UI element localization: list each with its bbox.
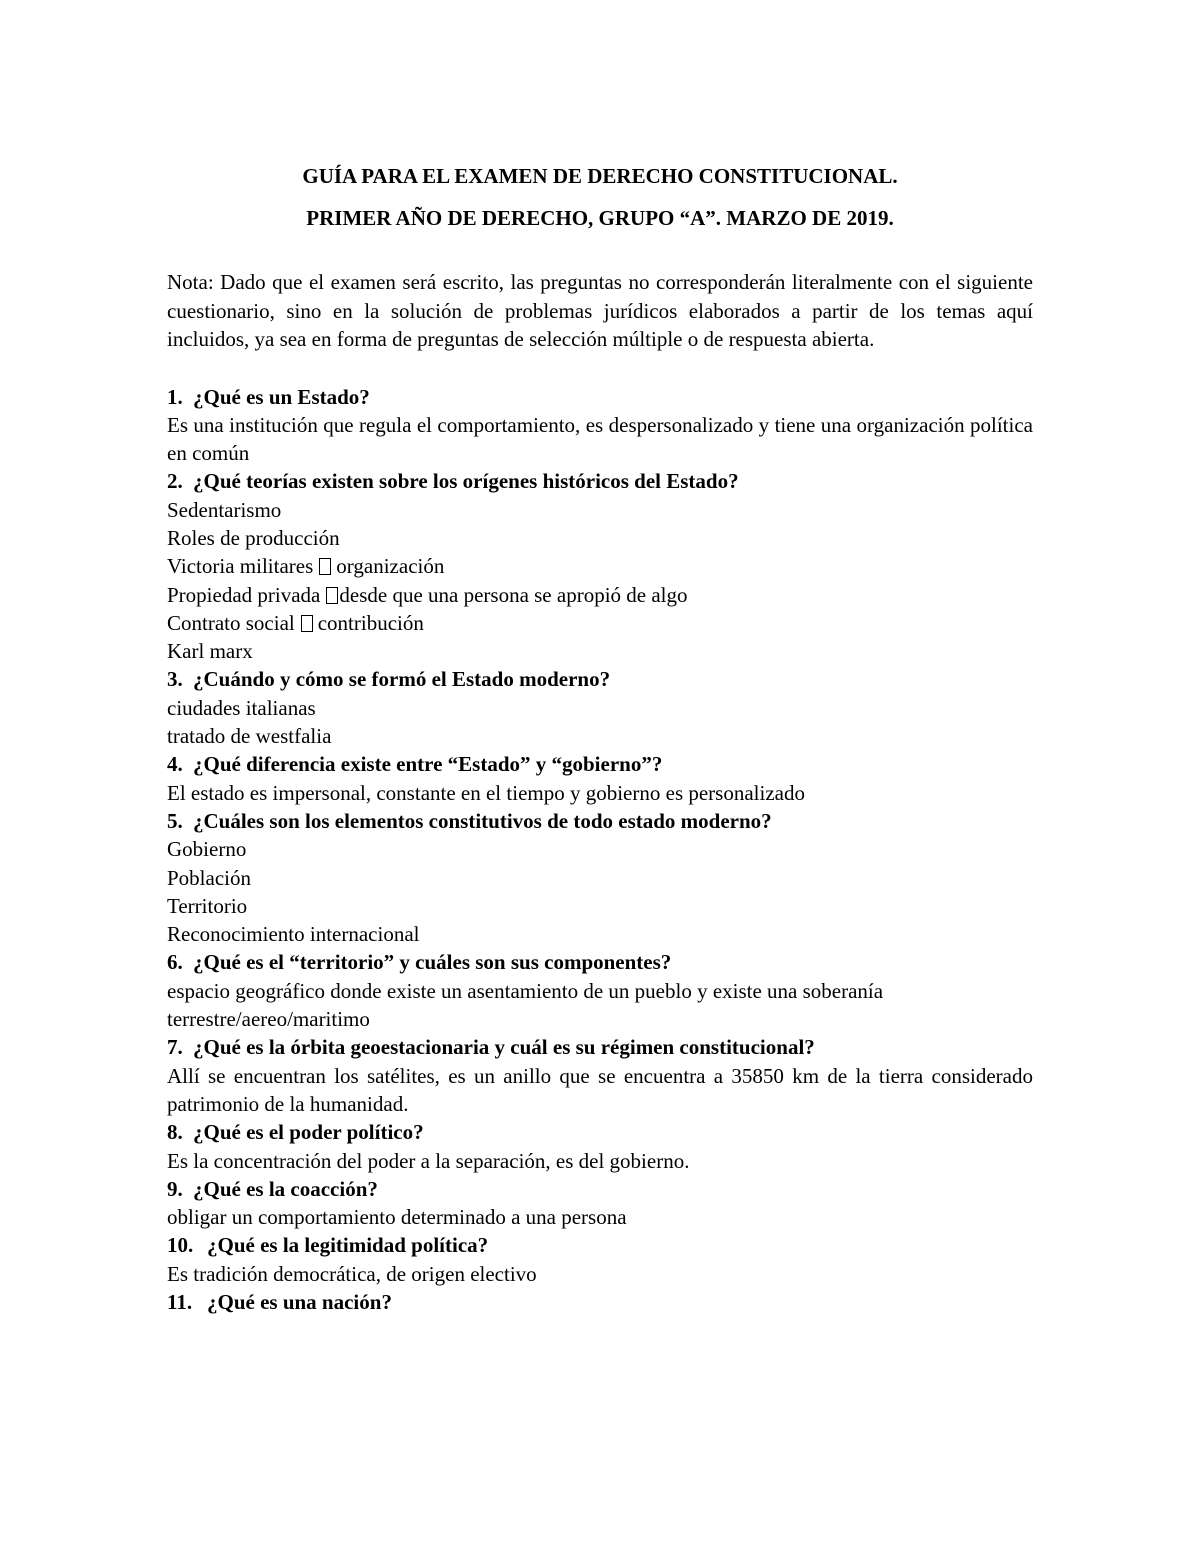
question-heading: 1. ¿Qué es un Estado? <box>167 384 370 409</box>
answer-line: Gobierno <box>167 837 247 862</box>
answer-line: Contrato social contribución <box>167 610 424 635</box>
answer-line: Allí se encuentran los satélites, es un anillo que se encuentra a 35850 km de la tierra considerado patrimonio de la humanidad. <box>167 1063 1033 1116</box>
answer-line: Roles de producción <box>167 525 340 550</box>
answer-line: tratado de westfalia <box>167 724 332 749</box>
question-heading: 5. ¿Cuáles son los elementos constitutivos de todo estado moderno? <box>167 808 772 833</box>
missing-glyph-icon <box>301 615 313 632</box>
question-heading: 6. ¿Qué es el “territorio” y cuáles son sus componentes? <box>167 950 672 975</box>
document-subtitle: PRIMER AÑO DE DERECHO, GRUPO “A”. MARZO DE 2019. <box>306 206 894 230</box>
question-heading: 10. ¿Qué es la legitimidad política? <box>167 1233 489 1258</box>
document-title: GUÍA PARA EL EXAMEN DE DERECHO CONSTITUCIONAL. <box>302 164 898 188</box>
question-list <box>167 383 1033 1317</box>
answer-line: Población <box>167 865 251 890</box>
exam-note: Nota: Dado que el examen será escrito, las preguntas no corresponderán literalmente con el siguiente cuestionario, sino en la solución de problemas jurídicos elaborados a partir de los temas aquí incluidos, ya sea en forma de preguntas de selección múltiple o de respuesta abierta. <box>167 270 1033 351</box>
answer-line: Es tradición democrática, de origen electivo <box>167 1261 537 1286</box>
question-heading: 7. ¿Qué es la órbita geoestacionaria y cuál es su régimen constitucional? <box>167 1035 815 1060</box>
answer-line: Karl marx <box>167 639 253 664</box>
answer-line: Reconocimiento internacional <box>167 922 420 947</box>
answer-line: Sedentarismo <box>167 497 282 522</box>
question-heading: 8. ¿Qué es el poder político? <box>167 1120 424 1145</box>
answer-line: El estado es impersonal, constante en el tiempo y gobierno es personalizado <box>167 780 805 805</box>
answer-line: Es una institución que regula el comportamiento, es despersonalizado y tiene una organización política en común <box>167 412 1033 466</box>
missing-glyph-icon <box>319 558 331 575</box>
answer-line: Victoria militares organización <box>167 554 445 579</box>
answer-line: Es la concentración del poder a la separación, es del gobierno. <box>167 1148 690 1173</box>
answer-line: terrestre/aereo/maritimo <box>167 1007 370 1032</box>
missing-glyph-icon <box>326 587 338 604</box>
answer-line: obligar un comportamiento determinado a una persona <box>167 1205 627 1230</box>
question-heading: 2. ¿Qué teorías existen sobre los orígenes históricos del Estado? <box>167 469 739 494</box>
document-page <box>167 162 1033 1316</box>
question-heading: 3. ¿Cuándo y cómo se formó el Estado moderno? <box>167 667 611 692</box>
answer-line: Propiedad privada desde que una persona se apropió de algo <box>167 582 688 607</box>
answer-line: Territorio <box>167 893 248 918</box>
answer-line: espacio geográfico donde existe un asentamiento de un pueblo y existe una soberanía <box>167 978 884 1003</box>
question-heading: 11. ¿Qué es una nación? <box>167 1290 392 1314</box>
answer-line: ciudades italianas <box>167 695 316 720</box>
question-heading: 4. ¿Qué diferencia existe entre “Estado” y “gobierno”? <box>167 752 663 777</box>
question-heading: 9. ¿Qué es la coacción? <box>167 1176 378 1201</box>
